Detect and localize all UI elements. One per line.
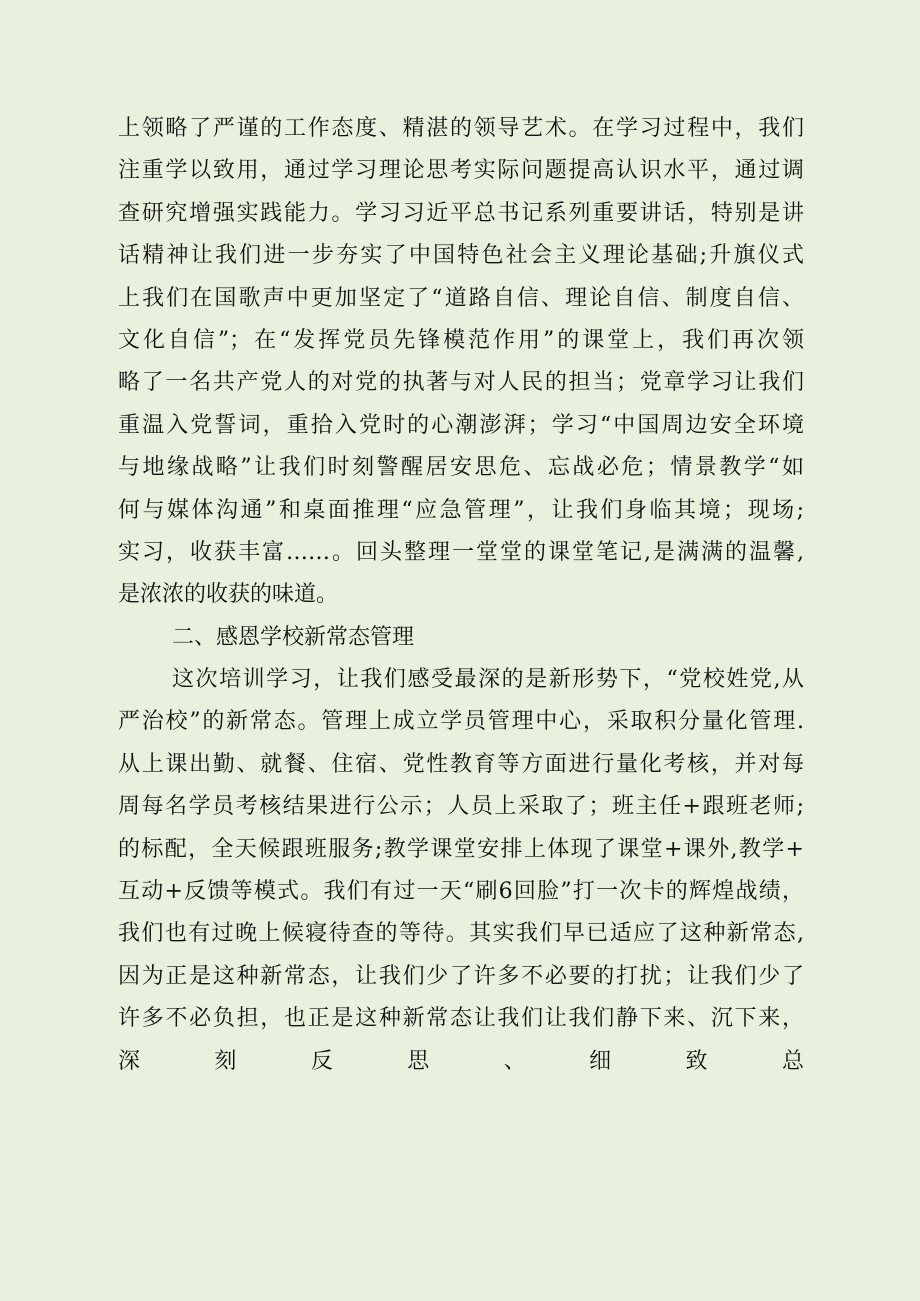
- text-line-19: 互动+反馈等模式。我们有过一天“刷6回脸”打一次卡的辉煌战绩，: [118, 879, 804, 905]
- text-line-23: 深 刻 反 思 、 细 致 总: [118, 1048, 804, 1074]
- text-line-17: 周每名学员考核结果进行公示；人员上采取了；班主任+跟班老师;: [118, 794, 804, 820]
- text-line-9: 与地缘战略”让我们时刻警醒居安思危、忘战必危；情景教学“如: [118, 455, 804, 481]
- text-line-20: 我们也有过晚上候寝待查的等待。其实我们早已适应了这种新常态,: [118, 921, 804, 947]
- text-line-2: 注重学以致用，通过学习理论思考实际问题提高认识水平，通过调: [118, 158, 804, 184]
- text-line-8: 重温入党誓词，重拾入党时的心潮澎湃；学习“中国周边安全环境: [118, 412, 804, 438]
- text-line-3: 查研究增强实践能力。学习习近平总书记系列重要讲话，特别是讲: [118, 200, 804, 226]
- text-line-11: 实习，收获丰富……。回头整理一堂堂的课堂笔记,是满满的温馨,: [118, 539, 804, 565]
- text-line-7: 略了一名共产党人的对党的执著与对人民的担当；党章学习让我们: [118, 370, 804, 396]
- text-line-4: 话精神让我们进一步夯实了中国特色社会主义理论基础;升旗仪式: [118, 243, 804, 269]
- text-line-15: 严治校”的新常态。管理上成立学员管理中心，采取积分量化管理.: [118, 709, 804, 735]
- section-heading: 二、感恩学校新常态管理: [172, 624, 415, 650]
- document-page: [118, 108, 804, 1083]
- text-line-10: 何与媒体沟通”和桌面推理“应急管理”，让我们身临其境；现场;: [118, 497, 804, 523]
- text-line-5: 上我们在国歌声中更加坚定了“道路自信、理论自信、制度自信、: [118, 285, 804, 311]
- text-line-1: 上领略了严谨的工作态度、精湛的领导艺术。在学习过程中，我们: [118, 116, 804, 141]
- text-line-16: 从上课出勤、就餐、住宿、党性教育等方面进行量化考核，并对每: [118, 751, 804, 777]
- text-line-22: 许多不必负担，也正是这种新常态让我们让我们静下来、沉下来，: [118, 1006, 804, 1032]
- text-line-12: 是浓浓的收获的味道。: [118, 582, 339, 608]
- text-line-18: 的标配，全天候跟班服务;教学课堂安排上体现了课堂+课外,教学+: [118, 836, 804, 862]
- text-line-14: 这次培训学习，让我们感受最深的是新形势下，“党校姓党,从: [172, 667, 804, 693]
- text-line-21: 因为正是这种新常态，让我们少了许多不必要的打扰；让我们少了: [118, 963, 804, 989]
- text-line-6: 文化自信”；在“发挥党员先锋模范作用”的课堂上，我们再次领: [118, 327, 804, 353]
